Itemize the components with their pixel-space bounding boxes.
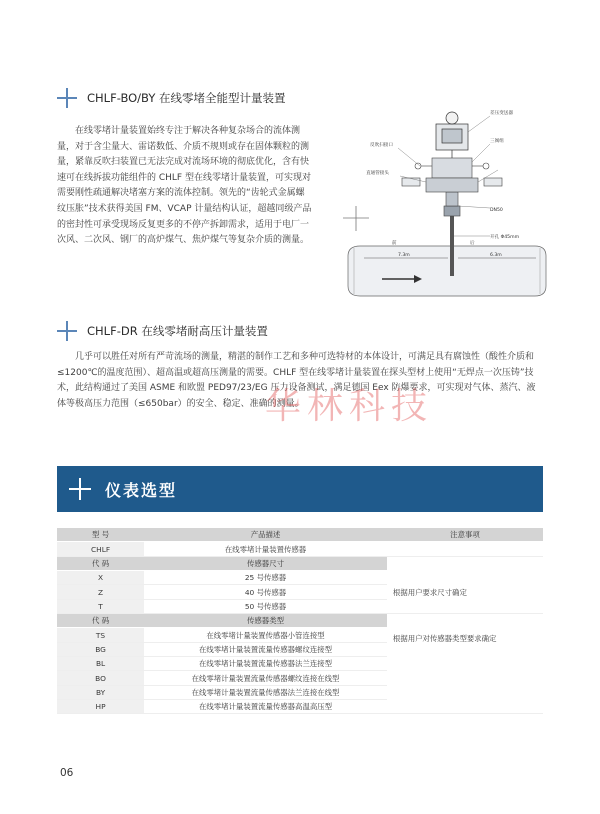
crosshair-mark [343,206,369,231]
type-description: 在线零堵计量装置传感器小管连接型 [144,628,387,642]
label-front: 前 [392,241,397,246]
size-description: 40 号传感器 [144,585,387,599]
banner-title: 仪表选型 [105,480,178,500]
size-description: 25 号传感器 [144,571,387,585]
size-code: T [57,599,144,613]
transmitter [436,112,468,158]
model-code: CHLF [57,542,144,556]
label-pipe-joint: 直通管接头 [366,171,389,176]
section2-header [57,321,268,341]
size-code: X [57,571,144,585]
type-description: 在线零堵计量装置流量传感器法兰连接型 [144,657,387,671]
section1-header [57,88,286,108]
table-row [57,542,543,556]
selection-banner [57,466,543,512]
size-header-row [57,556,543,570]
table-row [57,628,543,642]
type-description: 在线零堵计量装置流量传感器螺纹连接型 [144,642,387,656]
label-dist2: 6.3m [490,253,502,258]
size-header-label: 传感器尺寸 [144,556,387,570]
pipe-body [348,246,546,296]
size-code: Z [57,585,144,599]
empty-note [387,542,543,556]
type-note: 根据用户对传感器类型要求确定 [387,628,543,714]
plus-icon [57,321,77,341]
header-notes: 注意事项 [387,528,543,542]
table-header-row [57,528,543,542]
size-description: 50 号传感器 [144,599,387,613]
probe [450,214,454,276]
label-valve: 三阀组 [490,139,504,144]
label-purge: 反吹扫接口 [370,143,393,148]
label-hole: 开孔 Φ45mm [490,235,520,240]
installation-diagram [340,96,552,301]
type-code: BY [57,685,144,699]
size-header-code: 代 码 [57,556,144,570]
section1-paragraph: 在线零堵计量装置始终专注于解决各种复杂场合的流体测量，对于含尘量大、雷诺数低、介质不规则或存在固体颗粒的测量，紧靠反吹扫装置已无法完成对流场环境的彻底优化，含有快速可在线拆拔功能组件的 CHLF 型在线零堵计量装置，可实现对需要刚性疏通解决堵塞方案的流体控制。领先的“齿轮式金属螺纹压胀”技术获得美国 FM、VCAP 计量结构认证，超越同级产品的密封性可承受现场反复更多的不停产拆卸需求，适用于电厂一次风、二次风、钢厂的高炉煤气、焦炉煤气等复杂介质的测量。 [57,126,312,246]
type-header-label: 传感器类型 [144,614,387,628]
header-model: 型 号 [57,528,144,542]
type-code: BG [57,642,144,656]
type-description: 在线零堵计量装置流量传感器螺纹连接在线型 [144,671,387,685]
selection-table [57,528,543,714]
label-instrument: 差压变送器 [490,111,513,116]
size-note: 根据用户要求尺寸确定 [387,571,543,614]
label-dn: DN50 [490,208,503,213]
type-header-code: 代 码 [57,614,144,628]
type-code: BL [57,657,144,671]
model-description: 在线零堵计量装置传感器 [144,542,387,556]
section2-paragraph: 几乎可以胜任对所有严苛流场的测量，精湛的制作工艺和多种可选特材的本体设计，可满足具有腐蚀性（酸性介质和≤1200℃的温度范围）、超高温或超高压测量的需要。CHLF 型在线零堵计量装置在探头型材上使用“无焊点一次压铸”技术，此结构通过了美国 ASME 和欧盟 PED97/23/EG 压力设备测试，满足德国 Eex 防爆要求，可实现对气体、蒸汽、液体等极高压力范围（≤650bar）的安全、稳定、准确的测量。 [57,352,536,409]
watermark: 华林科技 [265,386,434,427]
label-dist1: 7.3m [398,253,410,258]
section2-title: CHLF-DR 在线零堵耐高压计量装置 [87,324,268,338]
empty-note [387,614,543,628]
type-description: 在线零堵计量装置流量传感器高温高压型 [144,700,387,714]
valve-manifold [402,158,502,192]
type-description: 在线零堵计量装置流量传感器法兰连接在线型 [144,685,387,699]
empty-note [387,556,543,570]
section1-title: CHLF-BO/BY 在线零堵全能型计量装置 [87,91,286,105]
type-header-row [57,614,543,628]
plus-icon [57,88,77,108]
type-code: BO [57,671,144,685]
label-back: 后 [470,241,475,246]
type-code: TS [57,628,144,642]
plus-icon [69,478,91,500]
page-number: 06 [60,767,74,779]
type-code: HP [57,700,144,714]
table-row [57,571,543,585]
header-description: 产品描述 [144,528,387,542]
